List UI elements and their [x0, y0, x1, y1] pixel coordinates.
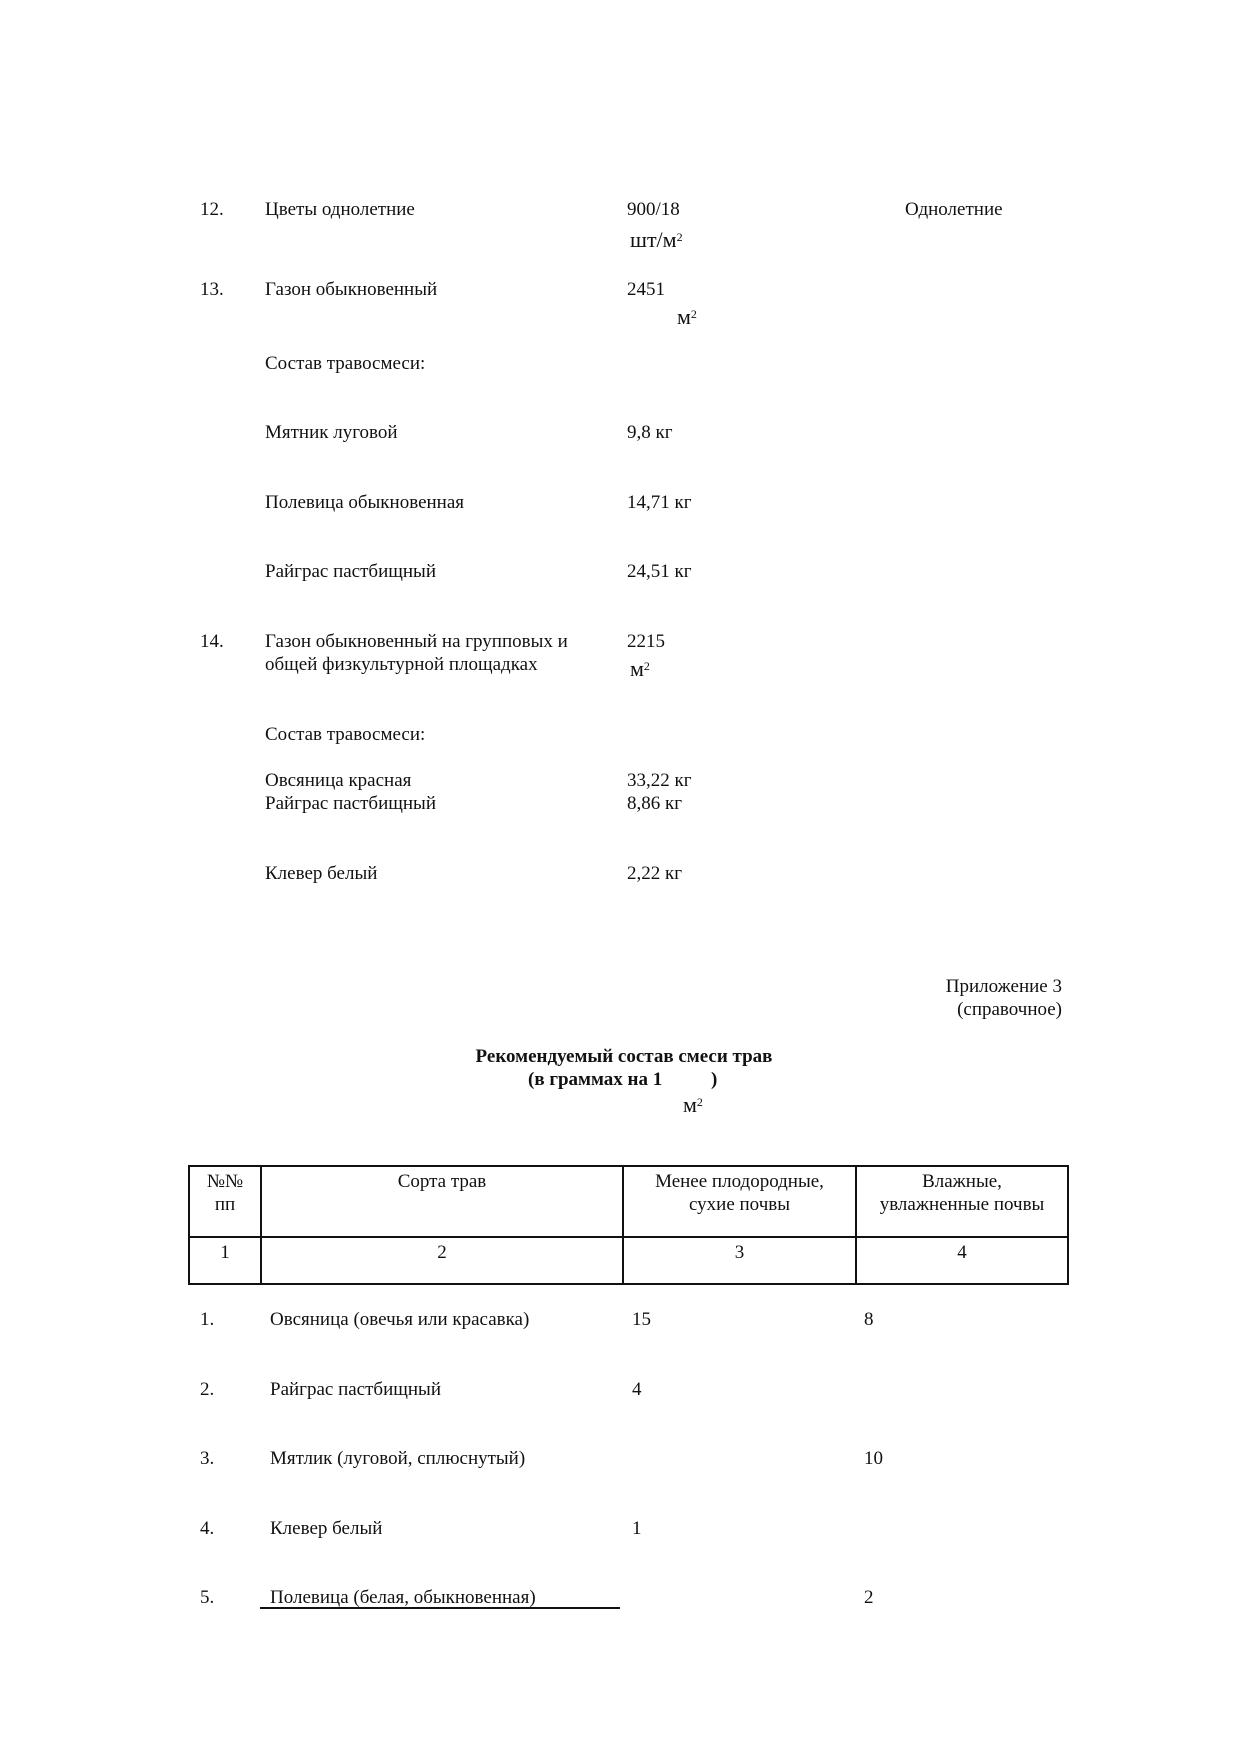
- row-variety: Клевер белый: [270, 1518, 383, 1539]
- item-quantity: 2,22 кг: [627, 863, 683, 884]
- item-unit: $м^2$: [677, 304, 697, 329]
- item-name: Цветы однолетние: [265, 199, 415, 220]
- header-label: №№ пп: [206, 1171, 244, 1215]
- item-name: Мятник луговой: [265, 422, 398, 443]
- item-name: Овсяница красная: [265, 770, 412, 791]
- row-underline: [260, 1607, 620, 1609]
- item-number: 13.: [200, 279, 224, 300]
- item-quantity: 8,86 кг: [627, 793, 683, 814]
- header-cell-variety: [261, 1166, 623, 1237]
- column-number: 1: [189, 1237, 261, 1284]
- item-name-line1: Газон обыкновенный на групповых и: [265, 631, 568, 652]
- appendix-subtitle-close: ): [711, 1069, 718, 1090]
- item-name: Райграс пастбищный: [265, 561, 436, 582]
- item-quantity: 24,51 кг: [627, 561, 692, 582]
- row-dry-value: 4: [632, 1379, 642, 1400]
- item-quantity: 33,22 кг: [627, 770, 692, 791]
- item-quantity: 9,8 кг: [627, 422, 673, 443]
- header-cell-dry-soil: [623, 1166, 856, 1237]
- item-quantity: 2451: [627, 279, 665, 300]
- header-label: Менее плодородные, сухие почвы: [655, 1171, 824, 1215]
- item-name: Клевер белый: [265, 863, 378, 884]
- item-name: Газон обыкновенный: [265, 279, 438, 300]
- row-number: 4.: [200, 1518, 215, 1539]
- row-wet-value: 2: [864, 1587, 874, 1608]
- item-quantity: 2215: [627, 631, 665, 652]
- column-number: 2: [261, 1237, 623, 1284]
- header-label: Сорта трав: [397, 1171, 487, 1192]
- row-dry-value: 1: [632, 1518, 642, 1539]
- item-quantity: 14,71 кг: [627, 492, 692, 513]
- item-name: Райграс пастбищный: [265, 793, 436, 814]
- row-wet-value: 10: [864, 1448, 883, 1469]
- item-unit: $шт/м^2$: [630, 227, 683, 252]
- row-wet-value: 8: [864, 1309, 874, 1330]
- item-unit: $м^2$: [630, 656, 650, 681]
- column-number: 4: [856, 1237, 1068, 1284]
- grass-mix-table-header: [188, 1165, 1069, 1285]
- row-variety: Овсяница (овечья или красавка): [270, 1309, 530, 1330]
- header-label: Влажные, увлажненные почвы: [879, 1171, 1045, 1215]
- row-number: 2.: [200, 1379, 215, 1400]
- appendix-label: Приложение 3: [945, 976, 1062, 997]
- appendix-subtitle: (в граммах на 1: [528, 1069, 663, 1090]
- row-variety: Полевица (белая, обыкновенная): [270, 1587, 536, 1608]
- item-note: Однолетние: [905, 199, 1003, 220]
- column-number: 3: [623, 1237, 856, 1284]
- item-number: 14.: [200, 631, 224, 652]
- row-dry-value: 15: [632, 1309, 651, 1330]
- item-quantity: 900/18: [627, 199, 680, 220]
- row-number: 5.: [200, 1587, 215, 1608]
- item-number: 12.: [200, 199, 224, 220]
- header-cell-number: [189, 1166, 261, 1237]
- mix-composition-heading: Состав травосмеси:: [265, 353, 426, 374]
- appendix-unit: $м^2$: [683, 1092, 703, 1117]
- row-number: 3.: [200, 1448, 215, 1469]
- row-variety: Райграс пастбищный: [270, 1379, 441, 1400]
- row-variety: Мятлик (луговой, сплюснутый): [270, 1448, 526, 1469]
- row-number: 1.: [200, 1309, 215, 1330]
- mix-composition-heading: Состав травосмеси:: [265, 724, 426, 745]
- item-name: Полевица обыкновенная: [265, 492, 465, 513]
- item-name-line2: общей физкультурной площадках: [265, 654, 538, 675]
- appendix-note: (справочное): [957, 999, 1062, 1020]
- appendix-title: Рекомендуемый состав смеси трав: [475, 1046, 773, 1067]
- header-cell-wet-soil: [856, 1166, 1068, 1237]
